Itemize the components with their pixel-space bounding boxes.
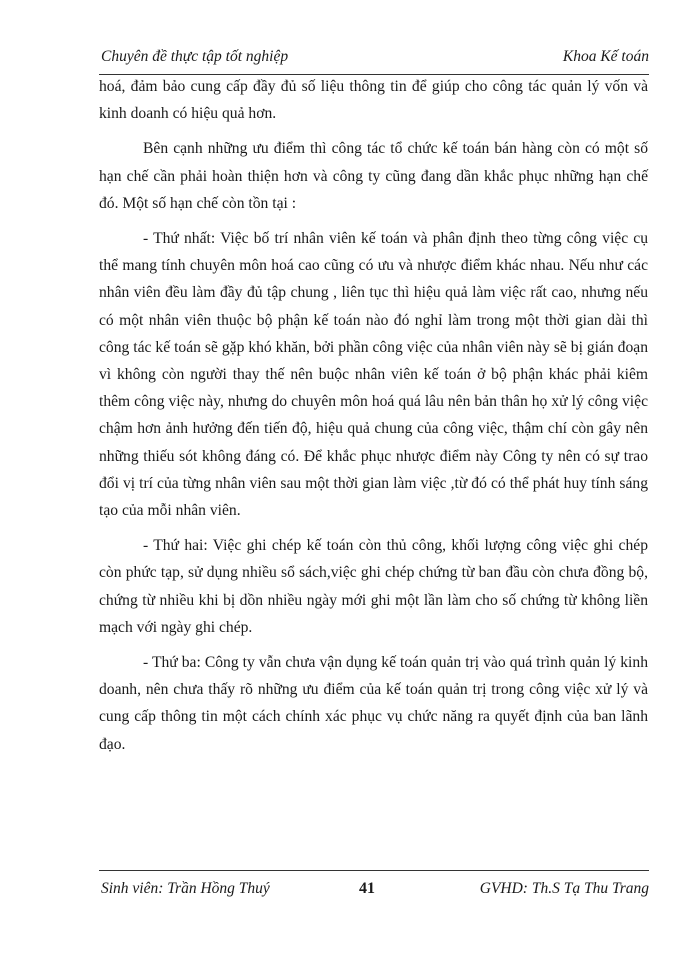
page-footer xyxy=(99,880,649,904)
paragraph-continuation: hoá, đảm bảo cung cấp đầy đủ số liệu thông tin để giúp cho công tác quản lý vốn và kinh doanh có hiệu quả hơn. xyxy=(99,78,648,123)
footer-divider xyxy=(99,870,649,871)
department-name: Khoa Kế toán xyxy=(562,48,649,65)
page-number: 41 xyxy=(359,880,375,897)
body-text xyxy=(99,73,648,766)
paragraph-first-limitation: - Thứ nhất: Việc bố trí nhân viên kế toán và phân định theo từng công việc cụ thể mang tính chuyên môn hoá cao cũng có ưu và nhược điểm khác nhau. Nếu như các nhân viên đều làm đầy đủ tập chung , liên tục thì hiệu quả làm việc rất cao, nhưng nếu có một nhân viên thuộc bộ phận kế toán nào đó nghỉ làm trong một thời gian dài thì công tác kế toán sẽ gặp khó khăn, bởi phần công việc của nhân viên này sẽ bị gián đoạn vì không còn người thay thế nên buộc nhân viên kế toán ở bộ phận khác phải kiêm thêm công việc này, nhưng do chuyên môn hoá quá lâu nên bản thân họ xử lý công việc chậm hơn ảnh hưởng đến tiến độ, hiệu quả chung của công việc, thậm chí còn gây nên những thiếu sót không đáng có. Để khắc phục nhược điểm này Công ty nên có sự trao đổi vị trí của từng nhân viên sau một thời gian làm việc ,từ đó có thể phát huy tính sáng tạo của mỗi nhân viên. xyxy=(99,230,648,520)
advisor-name: GVHD: Th.S Tạ Thu Trang xyxy=(479,880,649,897)
page-header xyxy=(99,46,649,72)
paragraph-second-limitation: - Thứ hai: Việc ghi chép kế toán còn thủ công, khối lượng công việc ghi chép còn phức tạp, sử dụng nhiều sổ sách,việc ghi chép chứng từ ban đầu còn chưa đồng bộ, chứng từ nhiều khi bị dồn nhiều ngày mới ghi một lần làm cho số chứng từ không liền mạch với ngày ghi chép. xyxy=(99,537,648,636)
document-title: Chuyên đề thực tập tốt nghiệp xyxy=(101,48,289,65)
paragraph-third-limitation: - Thứ ba: Công ty vẫn chưa vận dụng kế toán quản trị vào quá trình quản lý kinh doanh, nên chưa thấy rõ những ưu điểm của kế toán quản trị trong công việc xử lý và cung cấp thông tin một cách chính xác phục vụ chức năng ra quyết định của ban lãnh đạo. xyxy=(99,654,648,753)
student-name: Sinh viên: Trần Hồng Thuý xyxy=(101,880,270,897)
paragraph-intro: Bên cạnh những ưu điểm thì công tác tổ chức kế toán bán hàng còn có một số hạn chế cần phải hoàn thiện hơn và công ty cũng đang dần khắc phục những hạn chế đó. Một số hạn chế còn tồn tại : xyxy=(99,140,648,212)
